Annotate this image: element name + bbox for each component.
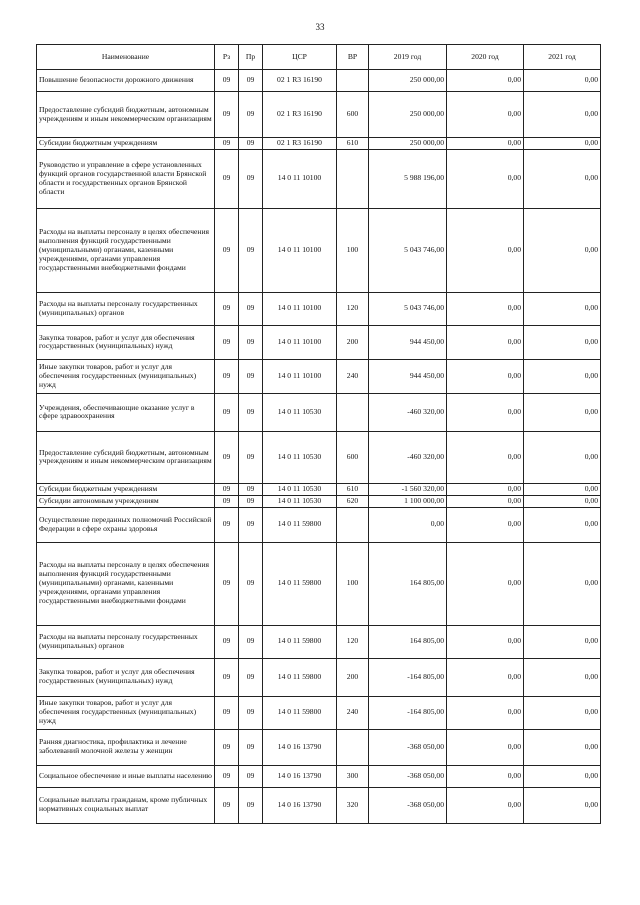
row-rz: 09 [215,393,239,431]
row-2020: 0,00 [447,208,524,292]
header-name: Наименование [37,45,215,70]
row-2020: 0,00 [447,292,524,325]
row-rz: 09 [215,483,239,495]
row-2021: 0,00 [524,92,601,138]
row-2021: 0,00 [524,70,601,92]
row-pr: 09 [239,92,263,138]
row-2021: 0,00 [524,431,601,483]
table-row [37,359,601,393]
row-2019: 250 000,00 [369,138,447,150]
table-row [37,787,601,823]
row-rz: 09 [215,542,239,625]
row-rz: 09 [215,507,239,542]
row-vr: 600 [337,92,369,138]
row-name: Расходы на выплаты персоналу в целях обеспечения выполнения функций государственными (муниципальными) органами, казенными учреждениями, органами управления государственными внебюджетными фондами [37,542,215,625]
row-pr: 09 [239,787,263,823]
header-vr: ВР [337,45,369,70]
row-csr: 02 1 R3 16190 [263,92,337,138]
row-pr: 09 [239,495,263,507]
row-2020: 0,00 [447,70,524,92]
row-name: Предоставление субсидий бюджетным, автономным учреждениям и иным некоммерческим организациям [37,92,215,138]
row-csr: 14 0 11 10530 [263,431,337,483]
row-csr: 14 0 11 10100 [263,292,337,325]
row-2021: 0,00 [524,729,601,765]
row-2020: 0,00 [447,495,524,507]
header-2020: 2020 год [447,45,524,70]
table-row [37,696,601,729]
row-2019: 0,00 [369,507,447,542]
row-pr: 09 [239,625,263,658]
row-2020: 0,00 [447,696,524,729]
row-rz: 09 [215,92,239,138]
row-vr: 600 [337,431,369,483]
row-2019: -164 805,00 [369,696,447,729]
row-2019: -368 050,00 [369,729,447,765]
row-pr: 09 [239,393,263,431]
row-csr: 14 0 11 10530 [263,393,337,431]
row-pr: 09 [239,359,263,393]
row-2019: -368 050,00 [369,787,447,823]
row-vr [337,393,369,431]
row-vr: 620 [337,495,369,507]
row-pr: 09 [239,483,263,495]
row-2021: 0,00 [524,495,601,507]
row-vr: 120 [337,292,369,325]
row-csr: 02 1 R3 16190 [263,70,337,92]
row-vr: 200 [337,325,369,359]
row-2020: 0,00 [447,393,524,431]
table-row [37,658,601,696]
row-2020: 0,00 [447,92,524,138]
row-2019: -368 050,00 [369,765,447,787]
row-2020: 0,00 [447,658,524,696]
row-pr: 09 [239,325,263,359]
table-row [37,729,601,765]
row-vr: 240 [337,696,369,729]
table-row [37,542,601,625]
row-2020: 0,00 [447,431,524,483]
row-name: Расходы на выплаты персоналу государственных (муниципальных) органов [37,625,215,658]
row-2021: 0,00 [524,787,601,823]
row-2019: 250 000,00 [369,70,447,92]
row-name: Закупка товаров, работ и услуг для обеспечения государственных (муниципальных) нужд [37,658,215,696]
row-2021: 0,00 [524,765,601,787]
row-name: Повышение безопасности дорожного движения [37,70,215,92]
row-2021: 0,00 [524,507,601,542]
row-vr: 320 [337,787,369,823]
row-name: Иные закупки товаров, работ и услуг для обеспечения государственных (муниципальных) нужд [37,359,215,393]
row-2021: 0,00 [524,325,601,359]
row-2020: 0,00 [447,507,524,542]
row-csr: 14 0 11 10530 [263,495,337,507]
row-2019: -1 560 320,00 [369,483,447,495]
row-2019: 164 805,00 [369,625,447,658]
row-csr: 14 0 11 59800 [263,658,337,696]
header-pr: Пр [239,45,263,70]
row-rz: 09 [215,658,239,696]
row-pr: 09 [239,138,263,150]
row-rz: 09 [215,431,239,483]
table-row [37,625,601,658]
row-2020: 0,00 [447,138,524,150]
table-row [37,393,601,431]
row-pr: 09 [239,729,263,765]
page-number: 33 [315,22,325,32]
header-rz: Рз [215,45,239,70]
row-2021: 0,00 [524,292,601,325]
row-2021: 0,00 [524,149,601,208]
row-csr: 14 0 11 59800 [263,696,337,729]
table-row [37,70,601,92]
row-name: Закупка товаров, работ и услуг для обеспечения государственных (муниципальных) нужд [37,325,215,359]
row-pr: 09 [239,507,263,542]
row-rz: 09 [215,729,239,765]
row-2020: 0,00 [447,542,524,625]
table-row [37,92,601,138]
row-2021: 0,00 [524,393,601,431]
row-2019: 250 000,00 [369,92,447,138]
row-name: Расходы на выплаты персоналу в целях обеспечения выполнения функций государственными (муниципальными) органами, казенными учреждениями, органами управления государственными внебюджетными фондами [37,208,215,292]
row-rz: 09 [215,138,239,150]
row-vr: 240 [337,359,369,393]
row-2020: 0,00 [447,359,524,393]
row-rz: 09 [215,495,239,507]
row-csr: 14 0 11 10100 [263,208,337,292]
row-2019: 944 450,00 [369,325,447,359]
row-name: Социальные выплаты гражданам, кроме публичных нормативных социальных выплат [37,787,215,823]
row-vr: 120 [337,625,369,658]
row-rz: 09 [215,696,239,729]
row-pr: 09 [239,149,263,208]
row-csr: 14 0 11 10100 [263,149,337,208]
row-2020: 0,00 [447,625,524,658]
row-2019: 1 100 000,00 [369,495,447,507]
row-vr: 610 [337,483,369,495]
table-row [37,292,601,325]
row-2021: 0,00 [524,658,601,696]
table-row [37,208,601,292]
row-2019: 5 043 746,00 [369,208,447,292]
row-csr: 02 1 R3 16190 [263,138,337,150]
table-row [37,483,601,495]
row-2019: -164 805,00 [369,658,447,696]
row-pr: 09 [239,542,263,625]
row-pr: 09 [239,292,263,325]
row-pr: 09 [239,431,263,483]
row-2021: 0,00 [524,138,601,150]
row-csr: 14 0 11 10530 [263,483,337,495]
row-rz: 09 [215,787,239,823]
row-name: Учреждения, обеспечивающие оказание услуг в сфере здравоохранения [37,393,215,431]
row-name: Социальное обеспечение и иные выплаты населению [37,765,215,787]
header-2019: 2019 год [369,45,447,70]
row-2019: -460 320,00 [369,431,447,483]
row-2020: 0,00 [447,787,524,823]
row-2019: 944 450,00 [369,359,447,393]
row-2020: 0,00 [447,483,524,495]
row-name: Иные закупки товаров, работ и услуг для обеспечения государственных (муниципальных) нужд [37,696,215,729]
table-row [37,138,601,150]
row-2019: 5 043 746,00 [369,292,447,325]
row-vr: 610 [337,138,369,150]
row-name: Осуществление переданных полномочий Российской Федерации в сфере охраны здоровья [37,507,215,542]
row-name: Субсидии бюджетным учреждениям [37,483,215,495]
row-rz: 09 [215,149,239,208]
row-vr: 100 [337,542,369,625]
row-rz: 09 [215,359,239,393]
row-name: Субсидии автономным учреждениям [37,495,215,507]
row-vr [337,729,369,765]
row-vr: 100 [337,208,369,292]
table-row [37,325,601,359]
table-row [37,495,601,507]
table-row [37,765,601,787]
table-row [37,149,601,208]
row-2019: 164 805,00 [369,542,447,625]
row-2021: 0,00 [524,625,601,658]
table-row [37,507,601,542]
row-vr [337,507,369,542]
row-rz: 09 [215,325,239,359]
row-pr: 09 [239,696,263,729]
row-name: Руководство и управление в сфере установленных функций органов государственной власти Брянской области и государственных органов Брянской области [37,149,215,208]
row-csr: 14 0 11 59800 [263,542,337,625]
row-name: Ранняя диагностика, профилактика и лечение заболеваний молочной железы у женщин [37,729,215,765]
row-2019: -460 320,00 [369,393,447,431]
row-2021: 0,00 [524,483,601,495]
row-csr: 14 0 16 13790 [263,729,337,765]
row-rz: 09 [215,625,239,658]
row-pr: 09 [239,70,263,92]
row-2021: 0,00 [524,542,601,625]
row-vr: 200 [337,658,369,696]
row-vr: 300 [337,765,369,787]
row-csr: 14 0 11 59800 [263,507,337,542]
row-2021: 0,00 [524,208,601,292]
row-csr: 14 0 11 10100 [263,325,337,359]
header-csr: ЦСР [263,45,337,70]
row-2019: 5 988 196,00 [369,149,447,208]
row-2020: 0,00 [447,729,524,765]
row-csr: 14 0 11 10100 [263,359,337,393]
row-name: Предоставление субсидий бюджетным, автономным учреждениям и иным некоммерческим организациям [37,431,215,483]
row-rz: 09 [215,70,239,92]
row-pr: 09 [239,658,263,696]
row-rz: 09 [215,292,239,325]
row-vr [337,149,369,208]
row-2020: 0,00 [447,325,524,359]
row-csr: 14 0 11 59800 [263,625,337,658]
row-name: Расходы на выплаты персоналу государственных (муниципальных) органов [37,292,215,325]
row-rz: 09 [215,765,239,787]
row-pr: 09 [239,208,263,292]
table-body [37,70,601,824]
row-name: Субсидии бюджетным учреждениям [37,138,215,150]
row-2020: 0,00 [447,149,524,208]
table-row [37,431,601,483]
row-csr: 14 0 16 13790 [263,787,337,823]
table-header-row [37,45,601,70]
row-rz: 09 [215,208,239,292]
row-2020: 0,00 [447,765,524,787]
row-vr [337,70,369,92]
row-2021: 0,00 [524,359,601,393]
row-csr: 14 0 16 13790 [263,765,337,787]
header-2021: 2021 год [524,45,601,70]
budget-table [36,44,601,824]
row-2021: 0,00 [524,696,601,729]
row-pr: 09 [239,765,263,787]
